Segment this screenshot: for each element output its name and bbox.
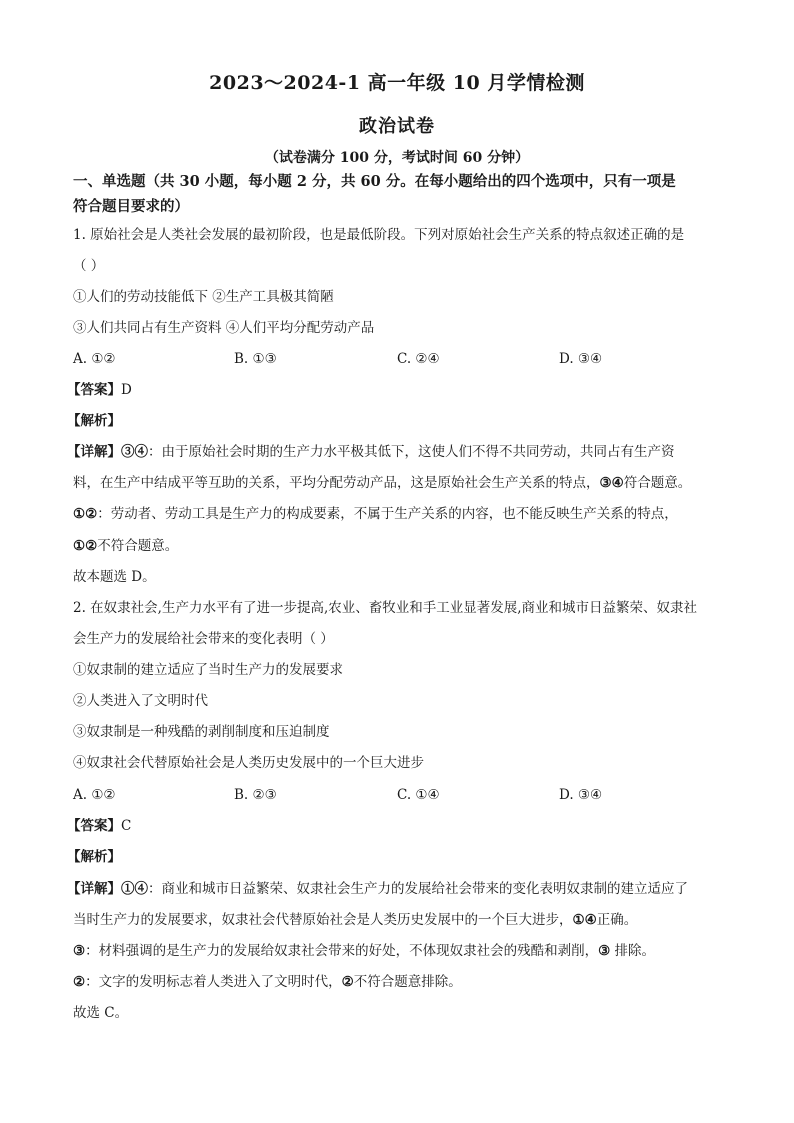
q1-option-b: B. ①③ (234, 351, 277, 367)
q2-detail-bold3b: ③ (598, 943, 611, 959)
q1-detail-text3: ：劳动者、劳动工具是生产力的构成要素，不属于生产关系的内容，也不能反映生产关系的特点， (97, 506, 678, 522)
section-heading-line2: 符合题目要求的） (73, 198, 189, 215)
q2-option-d: D. ③④ (559, 787, 603, 803)
q2-detail-tag: 【详解】 (67, 881, 121, 897)
q1-detail-bold2: ③④ (599, 475, 624, 491)
q1-item-row2: ③人们共同占有生产资料 ④人们平均分配劳动产品 (73, 320, 375, 336)
q2-detail-bold4: ② (73, 974, 86, 990)
q1-item-row1: ①人们的劳动技能低下 ②生产工具极其简陋 (73, 289, 334, 305)
q2-stem-line1: 2. 在奴隶社会,生产力水平有了进一步提高,农业、畜牧业和手工业显著发展,商业和城市日益繁荣、奴隶社 (73, 600, 698, 616)
q2-option-b: B. ②③ (234, 787, 277, 803)
q2-detail-line4 (73, 972, 462, 992)
q1-answer-value: D (121, 382, 132, 398)
q2-conclusion: 故选 C。 (73, 1005, 129, 1021)
q2-detail-text1: ：商业和城市日益繁荣、奴隶社会生产力的发展给社会带来的变化表明奴隶制的建立适应了 (148, 881, 688, 897)
exam-note: （试卷满分 100 分，考试时间 60 分钟） (264, 150, 530, 166)
q1-detail-text4: 不符合题意。 (97, 538, 179, 554)
q1-option-a: A. ①② (73, 351, 116, 367)
q1-detail-lead: ③④ (121, 444, 148, 460)
q1-option-d: D. ③④ (559, 351, 603, 367)
q1-stem-line1: 1. 原始社会是人类社会发展的最初阶段，也是最低阶段。下列对原始社会生产关系的特点叙述正确的是 (73, 227, 685, 243)
q2-analysis-tag: 【解析】 (67, 849, 121, 865)
q2-item-1: ①奴隶制的建立适应了当时生产力的发展要求 (73, 662, 343, 678)
q2-detail-bold4b: ② (341, 974, 354, 990)
exam-title: 2023～2024-1 高一年级 10 月学情检测 (209, 72, 585, 94)
q1-detail-line3 (73, 504, 678, 524)
q1-conclusion: 故本题选 D。 (73, 569, 156, 585)
q2-stem-line2: 会生产力的发展给社会带来的变化表明（ ） (73, 631, 334, 647)
q2-detail-text3: ：材料强调的是生产力的发展给奴隶社会带来的好处，不体现奴隶社会的残酷和剥削， (85, 943, 599, 959)
q2-option-c: C. ①④ (397, 787, 440, 803)
q1-answer (67, 380, 132, 400)
q2-item-2: ②人类进入了文明时代 (73, 693, 208, 709)
q1-detail-bold3: ①② (73, 506, 98, 522)
subject-title: 政治试卷 (359, 116, 435, 137)
q1-detail-text2: 料，在生产中结成平等互助的关系，平均分配劳动产品，这是原始社会生产关系的特点， (73, 475, 600, 491)
q2-detail-bold2: ①④ (572, 912, 597, 928)
q1-detail-end2: 符合题意。 (623, 475, 692, 491)
q2-option-a: A. ①② (73, 787, 116, 803)
q1-detail-text1: ：由于原始社会时期的生产力水平极其低下，这使人们不得不共同劳动，共同占有生产资 (148, 444, 675, 460)
q2-detail-end2: 正确。 (596, 912, 638, 928)
q1-detail-tag: 【详解】 (67, 444, 121, 460)
q2-detail-text4: ：文字的发明标志着人类进入了文明时代， (85, 974, 342, 990)
q2-answer-value: C (121, 818, 132, 834)
q1-detail-bold4: ①② (73, 538, 98, 554)
q1-detail-line4 (73, 536, 178, 556)
q1-answer-tag: 【答案】 (67, 382, 121, 398)
q2-detail-line2 (73, 910, 637, 930)
q1-option-c: C. ②④ (397, 351, 440, 367)
q2-detail-line1 (67, 879, 688, 899)
q2-detail-lead: ①④ (121, 881, 148, 897)
q2-item-4: ④奴隶社会代替原始社会是人类历史发展中的一个巨大进步 (73, 755, 424, 771)
q2-detail-text2: 当时生产力的发展要求，奴隶社会代替原始社会是人类历史发展中的一个巨大进步， (73, 912, 573, 928)
q1-analysis-tag: 【解析】 (67, 413, 121, 429)
q1-detail-line2 (73, 473, 691, 493)
q2-answer (67, 816, 131, 836)
q2-detail-line3 (73, 941, 655, 961)
q2-answer-tag: 【答案】 (67, 818, 121, 834)
q1-stem-line2: （ ） (73, 258, 105, 274)
q2-item-3: ③奴隶制是一种残酷的剥削制度和压迫制度 (73, 724, 330, 740)
q1-detail-line1 (67, 442, 675, 462)
section-heading-line1: 一、单选题（共 30 小题，每小题 2 分，共 60 分。在每小题给出的四个选项中，只有一项是 (73, 173, 676, 190)
q2-detail-end4: 不符合题意排除。 (353, 974, 462, 990)
q2-detail-end3: 排除。 (610, 943, 656, 959)
q2-detail-bold3: ③ (73, 943, 86, 959)
